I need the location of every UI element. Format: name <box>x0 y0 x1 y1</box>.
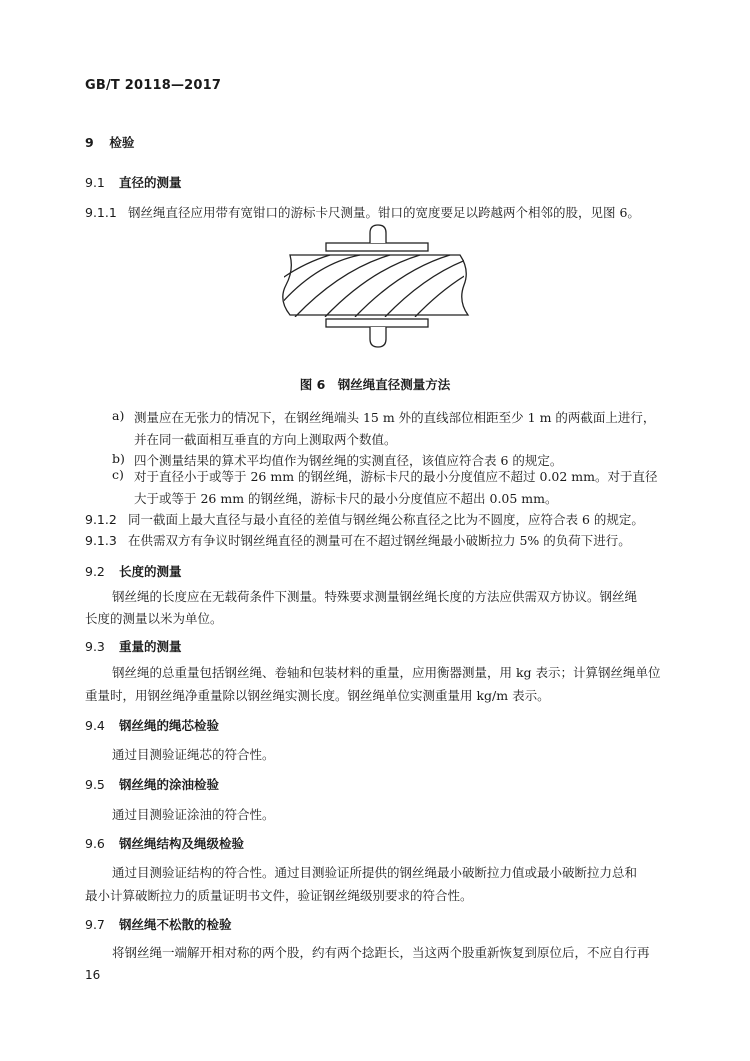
section-9-heading <box>85 133 134 151</box>
paragraph: 通过目测验证结构的符合性。通过目测验证所提供的钢丝绳最小破断拉力值或最小破断拉力总和 <box>112 865 638 880</box>
paragraph: 通过目测验证涂油的符合性。 <box>112 807 275 822</box>
clause-number: 9.1.1 <box>85 205 117 220</box>
section-number: 9.7 <box>85 917 105 932</box>
section-title: 直径的测量 <box>118 175 182 190</box>
paragraph: 钢丝绳的长度应在无载荷条件下测量。特殊要求测量钢丝绳长度的方法应供需双方协议。钢丝绳 <box>112 589 638 604</box>
paragraph: 最小计算破断拉力的质量证明书文件，验证钢丝绳级别要求的符合性。 <box>85 888 473 903</box>
list-item-text: 四个测量结果的算术平均值作为钢丝绳的实测直径，该值应符合表 6 的规定。 <box>134 453 563 468</box>
section-9-4-heading <box>85 716 219 734</box>
clause-text: 钢丝绳直径应用带有宽钳口的游标卡尺测量。钳口的宽度要足以跨越两个相邻的股，见图 6。 <box>128 205 640 220</box>
clause-9-1-3 <box>85 531 631 549</box>
section-9-1-heading <box>85 173 182 191</box>
section-title: 钢丝绳结构及绳级检验 <box>118 836 244 851</box>
page-number: 16 <box>85 968 101 982</box>
paragraph: 钢丝绳的总重量包括钢丝绳、卷轴和包装材料的重量，应用衡器测量，用 kg 表示；计算钢丝绳单位 <box>112 665 661 680</box>
section-9-6-heading <box>85 834 244 852</box>
paragraph: 将钢丝绳一端解开相对称的两个股，约有两个捻距长，当这两个股重新恢复到原位后，不应自行再 <box>112 945 650 960</box>
standard-code: GB/T 20118—2017 <box>85 78 222 93</box>
section-number: 9.1 <box>85 175 105 190</box>
section-title: 钢丝绳的涂油检验 <box>118 777 219 792</box>
section-9-5-heading <box>85 775 219 793</box>
section-title: 钢丝绳的绳芯检验 <box>118 718 219 733</box>
section-9-3-heading <box>85 637 182 655</box>
section-title: 重量的测量 <box>118 639 182 654</box>
section-number: 9.2 <box>85 564 105 579</box>
section-9-2-heading <box>85 562 182 580</box>
list-item-text: 测量应在无张力的情况下，在钢丝绳端头 15 m 外的直线部位相距至少 1 m 的两截面上进行， <box>134 410 656 425</box>
rope-measurement-figure <box>270 215 480 360</box>
section-number: 9.4 <box>85 718 105 733</box>
section-title: 检验 <box>109 135 135 150</box>
clause-9-1-2 <box>85 510 644 528</box>
clause-text: 在供需双方有争议时钢丝绳直径的测量可在不超过钢丝绳最小破断拉力 5% 的负荷下进行。 <box>128 533 631 548</box>
section-number: 9 <box>85 135 94 150</box>
list-label: b) <box>112 451 125 466</box>
section-9-7-heading <box>85 915 232 933</box>
section-title: 钢丝绳不松散的检验 <box>118 917 232 932</box>
section-title: 长度的测量 <box>118 564 182 579</box>
clause-text: 同一截面上最大直径与最小直径的差值与钢丝绳公称直径之比为不圆度，应符合表 6 的规定。 <box>128 512 644 527</box>
paragraph: 通过目测验证绳芯的符合性。 <box>112 747 275 762</box>
clause-number: 9.1.2 <box>85 512 117 527</box>
figure-caption: 图 6 钢丝绳直径测量方法 <box>299 377 451 392</box>
list-item-text: 并在同一截面相互垂直的方向上测取两个数值。 <box>134 432 397 447</box>
list-item-text: 大于或等于 26 mm 的钢丝绳，游标卡尺的最小分度值应不超出 0.05 mm。 <box>134 491 558 506</box>
list-item-text: 对于直径小于或等于 26 mm 的钢丝绳，游标卡尺的最小分度值应不超过 0.02 mm。对于直径 <box>134 469 658 484</box>
list-label: c) <box>112 467 124 482</box>
section-number: 9.6 <box>85 836 105 851</box>
section-number: 9.3 <box>85 639 105 654</box>
section-number: 9.5 <box>85 777 105 792</box>
list-label: a) <box>112 408 125 423</box>
clause-number: 9.1.3 <box>85 533 117 548</box>
paragraph: 重量时，用钢丝绳净重量除以钢丝绳实测长度。钢丝绳单位实测重量用 kg/m 表示。 <box>85 688 550 703</box>
paragraph: 长度的测量以米为单位。 <box>85 611 223 626</box>
